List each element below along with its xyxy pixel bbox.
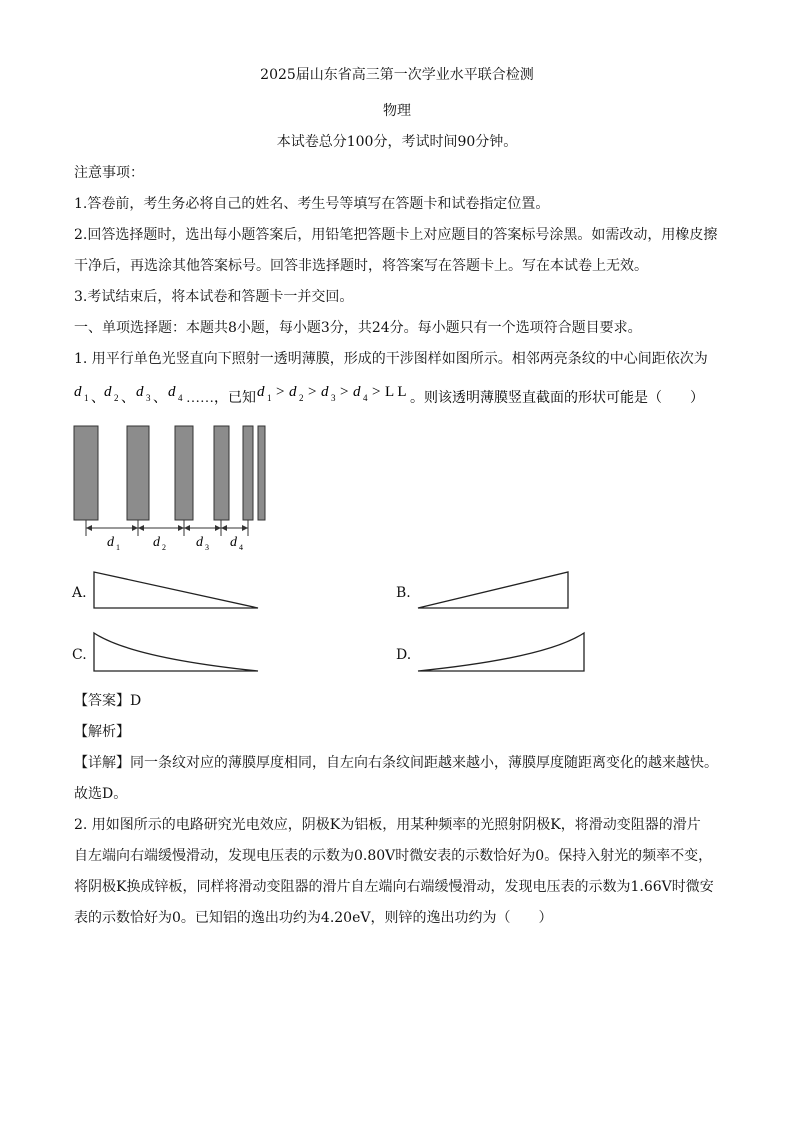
- option-a-label: A.: [72, 585, 87, 601]
- q1-stem-end: 。则该透明薄膜竖直截面的形状可能是（ ）: [410, 391, 704, 406]
- svg-text:1: 1: [84, 393, 89, 403]
- note-2-line-1: 2.回答选择题时，选出每小题答案后，用铅笔把答题卡上对应题目的答案标号涂黑。如需改动，用橡皮擦: [74, 227, 718, 243]
- fringe-2: [127, 426, 149, 520]
- svg-text:d: d: [196, 535, 203, 550]
- svg-text:、: 、: [121, 391, 135, 406]
- fringe-6: [258, 426, 265, 520]
- exam-title: 2025届山东省高三第一次学业水平联合检测: [260, 67, 534, 83]
- note-2-line-2: 干净后，再选涂其他答案标号。回答非选择题时，将答案写在答题卡上。写在本试卷上无效。: [74, 258, 648, 274]
- option-d-label: D.: [396, 647, 412, 663]
- svg-text:d: d: [168, 384, 176, 400]
- svg-text:d: d: [136, 384, 144, 400]
- svg-text:d: d: [230, 535, 237, 550]
- q2-line-1: 2. 用如图所示的电路研究光电效应，阴极K为铝板，用某种频率的光照射阴极K，将滑动变阻器的滑片: [74, 817, 701, 833]
- svg-text:4: 4: [239, 543, 243, 552]
- svg-text:>: >: [276, 384, 285, 400]
- svg-text:3: 3: [146, 393, 151, 403]
- fringe-3: [175, 426, 193, 520]
- q2-line-3: 将阴极K换成锌板，同样将滑动变阻器的滑片自左端向右端缓慢滑动，发现电压表的示数为1.66V时微安: [74, 879, 714, 895]
- option-c-label: C.: [72, 647, 87, 663]
- svg-text:d: d: [107, 535, 114, 550]
- option-b-label: B.: [396, 585, 411, 601]
- svg-text:d: d: [353, 384, 361, 400]
- option-d-shape: [416, 630, 588, 676]
- note-1: 1.答卷前，考生务必将自己的姓名、考生号等填写在答题卡和试卷指定位置。: [74, 196, 550, 212]
- svg-text:d: d: [153, 535, 160, 550]
- notes-heading: 注意事项：: [74, 165, 144, 181]
- q1-analysis-heading: 【解析】: [74, 724, 130, 740]
- q1-formula-line: [70, 378, 750, 412]
- subject-title: 物理: [383, 103, 411, 119]
- svg-text:3: 3: [205, 543, 209, 552]
- q1-stem-line-1: 1. 用平行单色光竖直向下照射一透明薄膜，形成的干涉图样如图所示。相邻两亮条纹的中心间距依次为: [74, 351, 708, 367]
- q1-detail: 【详解】同一条纹对应的薄膜厚度相同，自左向右条纹间距越来越小，薄膜厚度随距离变化的越来越快。: [74, 755, 718, 771]
- exam-info: 本试卷总分100分，考试时间90分钟。: [276, 134, 518, 150]
- q2-line-4: 表的示数恰好为0。已知铝的逸出功约为4.20eV，则锌的逸出功约为（ ）: [74, 910, 553, 926]
- svg-text:>: >: [308, 384, 317, 400]
- q1-stem-mid: ……，已知: [186, 391, 256, 406]
- svg-text:、: 、: [91, 391, 105, 406]
- svg-text:d: d: [257, 384, 265, 400]
- fringe-5: [243, 426, 253, 520]
- svg-text:4: 4: [363, 393, 368, 403]
- q1-answer: 【答案】D: [74, 693, 142, 709]
- fringe-1: [74, 426, 98, 520]
- svg-text:d: d: [104, 384, 112, 400]
- svg-text:>: >: [340, 384, 349, 400]
- ellipsis-symbol: L L: [385, 384, 407, 400]
- option-b-shape: [416, 570, 572, 612]
- q1-conclusion: 故选D。: [74, 786, 128, 802]
- svg-text:1: 1: [116, 543, 120, 552]
- svg-text:2: 2: [299, 393, 304, 403]
- option-c-shape: [92, 630, 262, 676]
- svg-text:4: 4: [178, 393, 183, 403]
- interference-pattern-figure: [70, 424, 280, 554]
- d1-symbol: d: [74, 384, 82, 400]
- svg-text:、: 、: [153, 391, 167, 406]
- note-3: 3.考试结束后，将本试卷和答题卡一并交回。: [74, 289, 354, 305]
- option-a-shape: [92, 570, 262, 612]
- svg-text:1: 1: [267, 393, 272, 403]
- svg-text:3: 3: [331, 393, 336, 403]
- q2-line-2: 自左端向右端缓慢滑动，发现电压表的示数为0.80V时微安表的示数恰好为0。保持入射光的频率不变，: [74, 848, 713, 864]
- svg-text:d: d: [321, 384, 329, 400]
- section-heading: 一、单项选择题：本题共8小题，每小题3分，共24分。每小题只有一个选项符合题目要求。: [74, 320, 642, 336]
- svg-text:2: 2: [114, 393, 119, 403]
- svg-text:>: >: [372, 384, 381, 400]
- svg-text:2: 2: [162, 543, 166, 552]
- svg-text:d: d: [289, 384, 297, 400]
- fringe-4: [214, 426, 229, 520]
